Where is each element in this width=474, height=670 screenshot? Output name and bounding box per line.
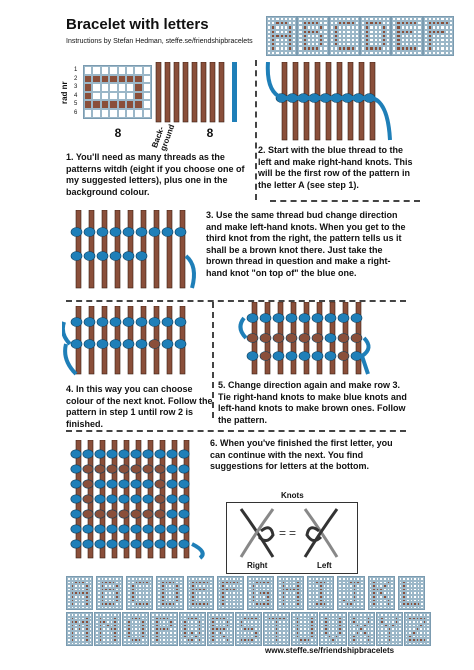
letter-tile-t <box>263 612 290 646</box>
page-title: Bracelet with letters <box>66 16 209 33</box>
step1-threads-illustration <box>150 62 250 124</box>
step4-illustration <box>62 306 202 376</box>
letter-tile-a <box>66 576 93 610</box>
svg-text:=: = <box>279 526 287 540</box>
alphabet-row-2 <box>66 612 432 646</box>
row-number: 1 <box>74 67 78 73</box>
letter-tile-q <box>179 612 206 646</box>
letter-tile-f <box>423 16 454 56</box>
row-number: 3 <box>74 84 78 91</box>
letter-tile-z <box>404 612 431 646</box>
step3-illustration <box>62 210 202 290</box>
letter-tile-n <box>94 612 121 646</box>
header-letter-strip <box>266 16 454 56</box>
step-1-text: 1. You'll need as many threads as the patterns witdh (eight if you choose one of my suggested letters), plus one in the background colour. <box>66 152 245 197</box>
step-2-text: 2. Start with the blue thread to the left and make right-hand knots. This will be the first row of the pattern in the letter A (see step 1). <box>258 145 413 190</box>
letter-tile-x <box>348 612 375 646</box>
letter-tile-y <box>376 612 403 646</box>
knots-title: Knots <box>281 491 304 500</box>
letter-tile-k <box>368 576 395 610</box>
alphabet-row-1 <box>66 576 428 610</box>
knots-drawing <box>227 505 357 563</box>
step6-illustration <box>62 440 207 560</box>
letter-tile-h <box>277 576 304 610</box>
row-number: 5 <box>74 101 78 108</box>
letter-tile-b <box>96 576 123 610</box>
letter-tile-l <box>398 576 425 610</box>
rad-nr-label: rad nr <box>60 81 69 104</box>
step5-illustration <box>236 302 376 376</box>
letter-tile-o <box>122 612 149 646</box>
letter-tile-v <box>319 612 346 646</box>
letter-tile-m <box>66 612 93 646</box>
letter-tile-c <box>329 16 360 56</box>
count-right: 8 <box>206 126 214 140</box>
letter-tile-b <box>297 16 328 56</box>
divider-horizontal-top <box>270 200 420 202</box>
step-3-text: 3. Use the same thread bud change direction and make left-hand knots. When you get to the third knot from the right, the pattern tells us it shall be a brown knot there. Just take the brown thread in question and make a right-hand knot "on top of" the blue one. <box>206 210 406 278</box>
letter-tile-j <box>337 576 364 610</box>
row-number: 2 <box>74 75 78 82</box>
footer-url: www.steffe.se/friendshipbracelets <box>265 646 395 655</box>
knots-diagram <box>226 491 358 574</box>
count-left: 8 <box>114 126 122 140</box>
letter-tile-c <box>126 576 153 610</box>
letter-tile-s <box>235 612 262 646</box>
step-4-text: 4. In this way you can choose colour of the next knot. Follow the pattern in step 1 until row 2 is finished. <box>66 384 213 429</box>
letter-tile-d <box>156 576 183 610</box>
step2-illustration <box>262 62 392 142</box>
divider-horizontal-mid <box>66 300 406 302</box>
letter-tile-p <box>150 612 177 646</box>
row-number: 4 <box>74 92 78 99</box>
letter-tile-i <box>307 576 334 610</box>
letter-tile-e <box>187 576 214 610</box>
divider-horizontal-lower <box>66 430 406 432</box>
svg-text:=: = <box>289 526 297 540</box>
step-6-text: 6. When you've finished the first letter, you can continue with the next. You find suggestions for letters at the bottom. <box>210 438 393 471</box>
letter-tile-r <box>207 612 234 646</box>
letter-tile-d <box>360 16 391 56</box>
row-number-list <box>74 66 77 118</box>
background-label: Back- ground <box>150 123 177 153</box>
step-5-text: 5. Change direction again and make row 3. Tie right-hand knots to make blue knots and left-hand knots to make brown ones. Follow the pattern. <box>218 380 407 425</box>
letter-tile-e <box>391 16 422 56</box>
letter-tile-a <box>266 16 297 56</box>
letter-tile-u <box>291 612 318 646</box>
letter-tile-g <box>247 576 274 610</box>
knot-left-label: Left <box>317 561 332 570</box>
page-subtitle: Instructions by Stefan Hedman, steffe.se/friendshipbracelets <box>66 38 253 45</box>
pattern-grid <box>84 66 151 118</box>
knot-right-label: Right <box>247 561 268 570</box>
row-number: 6 <box>74 109 78 116</box>
letter-tile-f <box>217 576 244 610</box>
